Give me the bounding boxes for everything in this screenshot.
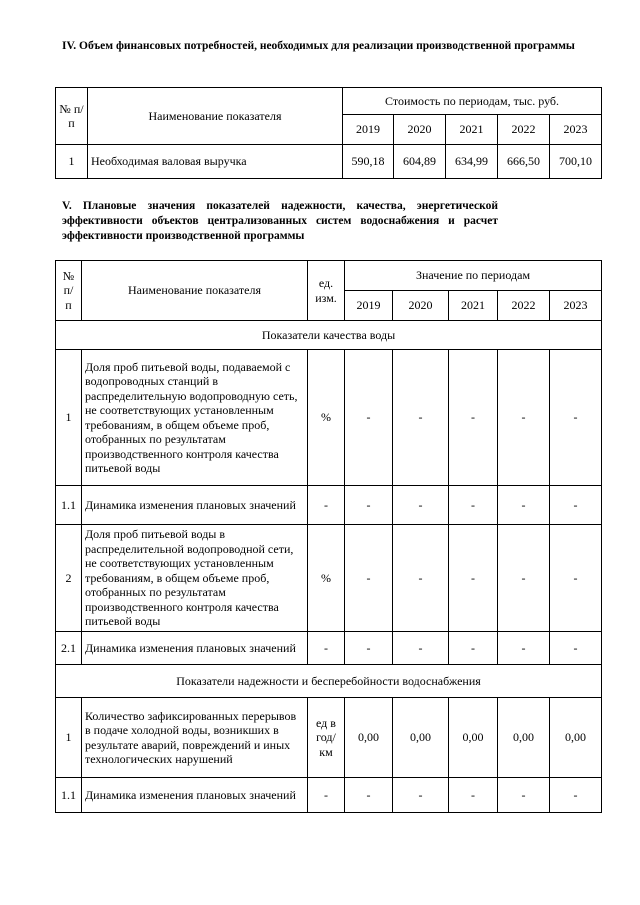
row-value: - bbox=[345, 525, 393, 632]
row-value: - bbox=[393, 525, 449, 632]
row-value: - bbox=[345, 486, 393, 525]
row-unit: - bbox=[308, 486, 345, 525]
row-name: Динамика изменения плановых значений bbox=[82, 778, 308, 813]
table-row bbox=[56, 145, 602, 179]
row-unit: - bbox=[308, 632, 345, 665]
row-value: - bbox=[550, 525, 602, 632]
col-num-header: № п/п bbox=[56, 88, 88, 145]
row-value: 0,00 bbox=[498, 698, 550, 778]
row-value: - bbox=[345, 778, 393, 813]
section-4-heading: IV. Объем финансовых потребностей, необходимых для реализации производственной программы bbox=[62, 40, 575, 52]
row-num: 1 bbox=[56, 350, 82, 486]
row-num: 1 bbox=[56, 145, 88, 179]
financial-needs-table bbox=[55, 87, 602, 179]
row-value: - bbox=[393, 486, 449, 525]
year-header: 2023 bbox=[550, 291, 602, 321]
year-header: 2021 bbox=[449, 291, 498, 321]
row-unit: % bbox=[308, 525, 345, 632]
row-name: Динамика изменения плановых значений bbox=[82, 632, 308, 665]
row-value: - bbox=[449, 525, 498, 632]
row-num: 1.1 bbox=[56, 778, 82, 813]
row-name: Количество зафиксированных перерывов в подаче холодной воды, возникших в результате аварий, повреждений и иных технологических нарушений bbox=[82, 698, 308, 778]
row-value: 0,00 bbox=[449, 698, 498, 778]
year-header: 2021 bbox=[446, 115, 498, 145]
planned-indicators-table bbox=[55, 260, 602, 813]
col-group-header: Значение по периодам bbox=[345, 261, 602, 291]
row-value: - bbox=[498, 632, 550, 665]
year-header: 2019 bbox=[343, 115, 394, 145]
row-name: Динамика изменения плановых значений bbox=[82, 486, 308, 525]
table-row bbox=[56, 486, 602, 525]
row-value: - bbox=[449, 486, 498, 525]
section-5-heading: V. Плановые значения показателей надежности, качества, энергетической эффективности объектов централизованных систем водоснабжения и расчет эффективности производственной программы bbox=[62, 200, 498, 242]
table-row bbox=[56, 778, 602, 813]
group-header: Показатели качества воды bbox=[56, 321, 602, 350]
row-value: 634,99 bbox=[446, 145, 498, 179]
row-value: 590,18 bbox=[343, 145, 394, 179]
year-header: 2020 bbox=[394, 115, 446, 145]
year-header: 2022 bbox=[498, 291, 550, 321]
row-value: 0,00 bbox=[345, 698, 393, 778]
col-unit-header: ед. изм. bbox=[308, 261, 345, 321]
row-value: - bbox=[498, 486, 550, 525]
row-name: Доля проб питьевой воды в распределительной водопроводной сети, не соответствующих установленным требованиям, в общем объеме проб, отобранных по результатам производственного контроля качества питьевой воды bbox=[82, 525, 308, 632]
group-header: Показатели надежности и бесперебойности водоснабжения bbox=[56, 665, 602, 698]
col-group-header: Стоимость по периодам, тыс. руб. bbox=[343, 88, 602, 115]
row-value: - bbox=[550, 778, 602, 813]
row-value: - bbox=[449, 778, 498, 813]
row-value: - bbox=[393, 632, 449, 665]
table-row bbox=[56, 525, 602, 632]
row-name: Доля проб питьевой воды, подаваемой с водопроводных станций в распределительную водопроводную сеть, не соответствующих установленным требованиям, в общем объеме проб, отобранных по результатам производственного контроля качества питьевой воды bbox=[82, 350, 308, 486]
year-header: 2020 bbox=[393, 291, 449, 321]
row-value: 604,89 bbox=[394, 145, 446, 179]
row-unit: - bbox=[308, 778, 345, 813]
row-value: 666,50 bbox=[498, 145, 550, 179]
year-header: 2022 bbox=[498, 115, 550, 145]
row-value: - bbox=[393, 350, 449, 486]
year-header: 2023 bbox=[550, 115, 602, 145]
row-value: - bbox=[393, 778, 449, 813]
table-row bbox=[56, 632, 602, 665]
row-value: - bbox=[550, 486, 602, 525]
row-value: 0,00 bbox=[550, 698, 602, 778]
row-name: Необходимая валовая выручка bbox=[88, 145, 343, 179]
row-value: - bbox=[498, 778, 550, 813]
row-value: - bbox=[498, 350, 550, 486]
row-value: - bbox=[550, 632, 602, 665]
row-value: 0,00 bbox=[393, 698, 449, 778]
row-num: 2.1 bbox=[56, 632, 82, 665]
row-num: 1 bbox=[56, 698, 82, 778]
row-value: - bbox=[449, 632, 498, 665]
col-name-header: Наименование показателя bbox=[82, 261, 308, 321]
row-value: 700,10 bbox=[550, 145, 602, 179]
col-name-header: Наименование показателя bbox=[88, 88, 343, 145]
row-unit: ед в год/ км bbox=[308, 698, 345, 778]
col-num-header: № п/ п bbox=[56, 261, 82, 321]
row-value: - bbox=[498, 525, 550, 632]
row-num: 1.1 bbox=[56, 486, 82, 525]
row-value: - bbox=[345, 632, 393, 665]
row-num: 2 bbox=[56, 525, 82, 632]
row-unit: % bbox=[308, 350, 345, 486]
year-header: 2019 bbox=[345, 291, 393, 321]
row-value: - bbox=[345, 350, 393, 486]
row-value: - bbox=[449, 350, 498, 486]
row-value: - bbox=[550, 350, 602, 486]
table-row bbox=[56, 350, 602, 486]
table-row bbox=[56, 698, 602, 778]
